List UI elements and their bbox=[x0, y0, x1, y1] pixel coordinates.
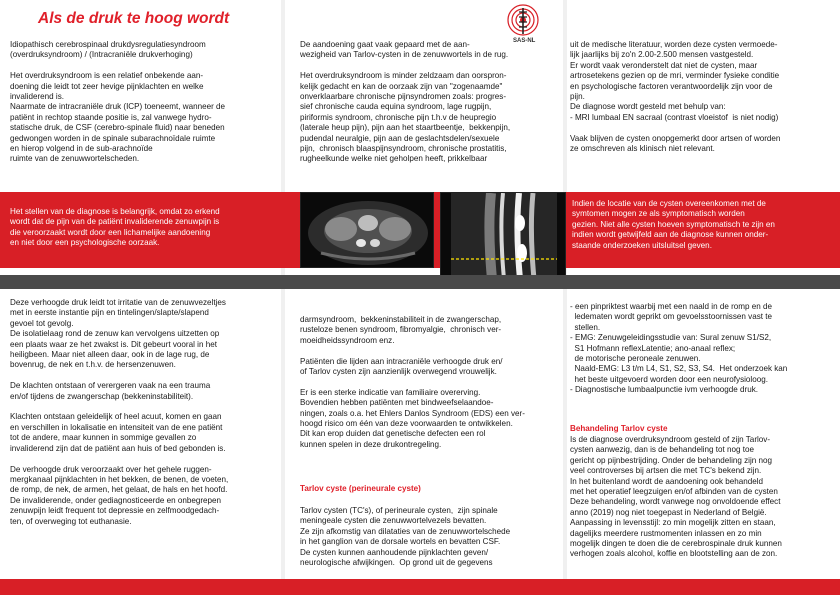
intro-text: Idiopathisch cerebrospinaal drukdysregulatiesyndroom (overdruksyndroom) / (Intracraniële drukverhoging) Het overdruksyndroom is een relatief onbekende aan- doening die leidt tot zeer hevige pijnklachten en welke invaliderend is. Naarmate de intracraniële druk (ICP) toeneemt, wanneer de patiënt in rechtop staande positie is, zal vanwege hydro- statische druk, de CSF (cerebro-spinale fluid) naar beneden gedwongen worden in de spinale subarachnoïdale ruimte en hierop volgend in de sub-arachnoïde ruimte van de zenuwwortelscheden. bbox=[10, 40, 226, 164]
mri-sagittal-image bbox=[440, 192, 566, 288]
page-title: Als de druk te hoog wordt bbox=[38, 10, 230, 27]
panel-divider-1 bbox=[281, 0, 285, 595]
band-left-text: Het stellen van de diagnose is belangrijk, omdat zo erkend wordt dat de pijn van de patiënt invaliderende zenuwpijn is die veroorzaakt wordt door een lichamelijke aandoening en niet door een psychologische oorzaak. bbox=[10, 207, 220, 248]
tarlov-text: Tarlov cysten (TC's), of perineurale cysten, zijn spinale meningeale cysten die zenuwwortelvezels bevatten. Ze zijn afkomstig van dilataties van de zenuwwortelschede in het ganglion van de dorsale wortels en bevatten CSF. De cysten kunnen aanhoudende pijnklachten geven/ neurologische afwijkingen. Op grond uit de gegevens bbox=[300, 506, 511, 568]
footer-bar bbox=[0, 579, 840, 595]
band-right-text: Indien de locatie van de cysten overeenkomen met de symtomen mogen ze als symptomatisch worden gezien. Niet alle cysten hoeven symptomatisch te zijn en indien wordt getwijfeld aan de diagnose kunnen onder- staande onderzoeken uitsluitsel geven. bbox=[572, 199, 775, 250]
tarlov-heading: Tarlov cyste (perineurale cyste) bbox=[300, 484, 421, 493]
diagnosis-text: uit de medische literatuur, worden deze cysten vermoede- lijk jaarlijks bij zo'n 2.00-2.500 mensen vastgesteld. Er wordt vaak veronderstelt dat niet de cysten, maar artrosetekens gezien op de mri, verminder fysieke conditie en psychologische factoren verantwoordelijk zijn voor de pijn. De diagnose wordt gesteld met behulp van: - MRI lumbaal EN sacraal (contrast vloeistof is niet nodig) Vaak blijven de cysten onopgemerkt door artsen of worden ze omschreven als klinisch niet relevant. bbox=[570, 40, 781, 154]
treatment-text: Is de diagnose overdruksyndroom gesteld of zijn Tarlov- cysten aanwezig, dan is de behandeling tot nog toe gericht op pijnbestrijding. Onder de behandeling zijn nog veel controverses bij artsen die met TC's bekend zijn. In het buitenland wordt de aandoening ook behandeld met het operatief leegzuigen en/of afbinden van de cysten Deze behandeling, wordt vanwege nog onvoldoende effect anno (2019) nog niet toegepast in Nederland of België. Aanpassing in levensstijl: zo min mogelijk zitten en staan, dagelijks meerdere rustmomenten inlassen en zo min mogelijk dingen te doen die de cerebrospinale druk kunnen verhogen zoals alcohol, koffie en blootstelling aan de zon. bbox=[570, 435, 782, 559]
risk-factors-text: darmsyndroom, bekkeninstabiliteit in de zwangerschap, rusteloze benen syndroom, fibromyalgie, chronisch ver- moeidheidssyndroom enz. Patiënten die lijden aan intracraniële verhoogde druk en/ of Tarlov cysten zijn aanzienlijk overwegend vrouwelijk. Er is een sterke indicatie van familiaire overerving. Bovendien hebben patiënten met bindweefselaandoe- ningen, zoals o.a. het Ehlers Danlos Syndroom (EDS) een ver- hoogd risico om één van deze voorwaarden te ontwikkelen. Dit kan erop duiden dat genetische defecten een rol kunnen spelen in deze drukontregeling. bbox=[300, 315, 525, 449]
pain-syndromes-text: De aandoening gaat vaak gepaard met de aan- wezigheid van Tarlov-cysten in de zenuwwortels in de rug. Het overdruksyndroom is minder zeldzaam dan oorspron- kelijk gedacht en kan de oorzaak zijn van "zogenaamde" onverklaarbare chronische pijnsyndromen zoals: progres- sief chronische cauda equina syndroom, lage rugpijn, piriformis syndroom, chronische pijn t.h.v de heupregio (laterale heup pijn), pijn aan het staartbeentje, bekkenpijn, pudendal neuralgie, pijn aan de geslachtsdelen/sexuele pijn, chronisch blaaspijnsyndroom, chronische prostatitis, rugheelkunde welke niet geholpen heeft, prikkelbaar bbox=[300, 40, 511, 164]
logo-text: SAS-NL bbox=[513, 38, 536, 44]
divider-bar bbox=[0, 275, 840, 289]
treatment-heading: Behandeling Tarlov cyste bbox=[570, 424, 668, 433]
panel-divider-2 bbox=[563, 0, 567, 595]
mri-axial-image bbox=[300, 192, 434, 268]
tests-text: - een pinpriktest waarbij met een naald in de romp en de ledematen wordt geprikt om gevoelsstoornissen vast te stellen. - EMG: Zenuwgeleidingsstudie van: Sural zenuw S1/S2, S1 Hofmann reflexLatentie; ano-anaal reflex; de motorische peroneale zenuwen. Naald-EMG: L3 t/m L4, S1, S2, S3, S4. Het onderzoek kan het beste uitgevoerd worden door een neurofysioloog. - Diagnostische lumbaalpunctie ivm verhoogde druk. bbox=[570, 302, 788, 395]
symptoms-text: Deze verhoogde druk leidt tot irritatie van de zenuwvezeltjes met in eerste instantie pijn en tintelingen/slapte/slapend gevoel tot gevolg. De isolatielaag rond de zenuw kan vervolgens uitzetten op een plaats waar ze het zwakst is. Dit gebeurt vooral in het heiligbeen. Maar niet alleen daar, ook in de lage rug, de bovenrug, de nek en t.h.v. de hersenzenuwen. De klachten ontstaan of verergeren vaak na een trauma en/of tijdens de zwangerschap (bekkeninstabiliteit). Klachten ontstaan geleidelijk of heel acuut, komen en gaan en verschillen in lokalisatie en intensiteit van de ene patiënt tot de andere, maar kunnen in sommige gevallen zo invaliderend zijn dat de patiënt aan huis of bed gebonden is. De verhoogde druk veroorzaakt over het gehele ruggen- mergkanaal pijnklachten in het bekken, de benen, de voeten, de romp, de nek, de armen, het gelaat, de hals en het hoofd. De invaliderende, onder gediagnosticeerde en onbegrepen zenuwpijn leidt frequent tot depressie en zelfmoodgedach- ten, of overweging tot euthanasie. bbox=[10, 298, 229, 526]
